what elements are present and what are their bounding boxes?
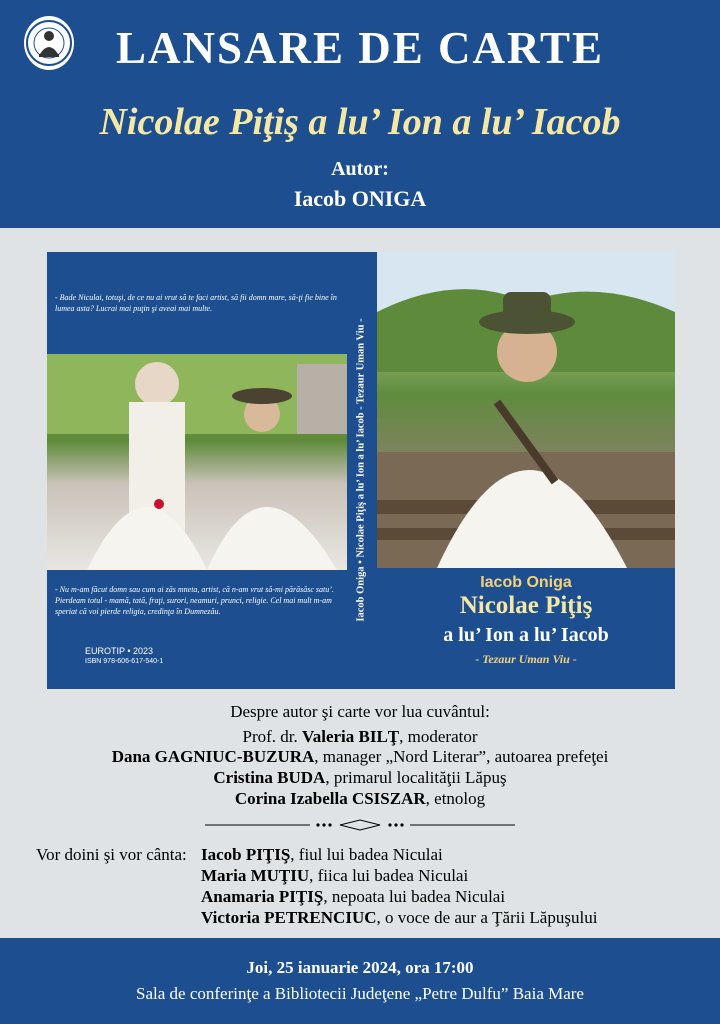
back-cover-photo xyxy=(47,354,347,570)
footer-banner xyxy=(0,938,720,1024)
front-author: Iacob Oniga xyxy=(480,574,572,591)
event-date: Joi, 25 ianuarie 2024, ora 17:00 xyxy=(246,958,474,977)
publisher-label: EUROTIP • 2023 xyxy=(85,646,154,656)
speaker-line xyxy=(0,747,720,767)
author-label: Autor: xyxy=(331,158,389,180)
book-cover xyxy=(47,252,675,689)
isbn-label: ISBN 978-606-617-540-1 xyxy=(85,658,164,665)
singer-role: , fiica lui badea Niculai xyxy=(309,866,469,885)
header-banner xyxy=(0,0,720,228)
singer-role: , fiul lui badea Niculai xyxy=(290,845,443,864)
singer-line xyxy=(201,866,468,886)
speaker-line xyxy=(0,789,720,809)
singer-line xyxy=(201,908,597,928)
singer-name: Victoria PETRENCIUC xyxy=(201,908,377,927)
speaker-name: Dana GAGNIUC-BUZURA xyxy=(111,747,315,766)
spine-text: Iacob Oniga • Nicolae Piţiş a lu’ Ion a lu’ Iacob - Tezaur Uman Viu - xyxy=(355,318,367,622)
singers-intro: Vor doini şi vor cânta: xyxy=(36,845,187,864)
front-cover-photo xyxy=(377,252,675,568)
singer-role: , o voce de aur a Ţării Lăpuşului xyxy=(376,908,598,927)
back-cover xyxy=(47,252,347,689)
event-venue: Sala de conferinţe a Bibliotecii Judeţene „Petre Dulfu” Baia Mare xyxy=(136,984,584,1003)
author-name: Iacob ONIGA xyxy=(293,186,427,211)
speaker-name: Cristina BUDA xyxy=(213,768,326,787)
singer-name: Maria MUŢIU xyxy=(201,866,310,885)
front-cover xyxy=(377,252,675,689)
ornamental-divider xyxy=(205,818,515,832)
back-quote-bottom: - Nu m-am făcut domn sau cum ai zăs mneta, artist, că n-am vrut să-mi părăsăsc satu’. Pierdeam totul - mamă, tată, fraţi, surori, neamuri, prunci, religie. Cel mai mult m-am speriat că voi pierde religia, credinţa în Dumnezău. xyxy=(55,585,334,616)
speaker-line xyxy=(0,768,720,788)
speaker-role: , etnolog xyxy=(425,789,486,808)
back-quote-top: - Bade Niculai, totuşi, de ce nu ai vrut să te faci artist, să fii domn mare, să-ţi fie bine în lumea asta? Lucrai mai puţin şi aveai mai multe. xyxy=(55,293,337,313)
book-title: Nicolae Piţiş a lu’ Ion a lu’ Iacob xyxy=(99,101,621,143)
speaker-name: Corina Izabella CSISZAR xyxy=(234,789,426,808)
singer-name: Iacob PIŢIŞ xyxy=(201,845,291,864)
singer-line xyxy=(201,887,505,907)
singer-name: Anamaria PIŢIŞ xyxy=(201,887,324,906)
speakers-intro: Despre autor şi carte vor lua cuvântul: xyxy=(230,702,490,721)
page-title: LANSARE DE CARTE xyxy=(116,23,604,73)
speaker-role: , moderator xyxy=(399,727,478,746)
speaker-role: , manager „Nord Literar”, autoarea prefeţei xyxy=(314,747,609,766)
front-title: Nicolae Piţiş xyxy=(459,592,593,619)
singer-role: , nepoata lui badea Niculai xyxy=(323,887,506,906)
speaker-name: Valeria BILŢ xyxy=(302,727,400,746)
front-title-line2: a lu’ Ion a lu’ Iacob xyxy=(443,624,609,646)
front-tagline: - Tezaur Uman Viu - xyxy=(475,652,577,666)
speaker-role: , primarul localităţii Lăpuş xyxy=(325,768,507,787)
singer-line xyxy=(201,845,443,865)
speaker-line xyxy=(0,727,720,747)
speaker-prefix: Prof. dr. xyxy=(242,727,302,746)
